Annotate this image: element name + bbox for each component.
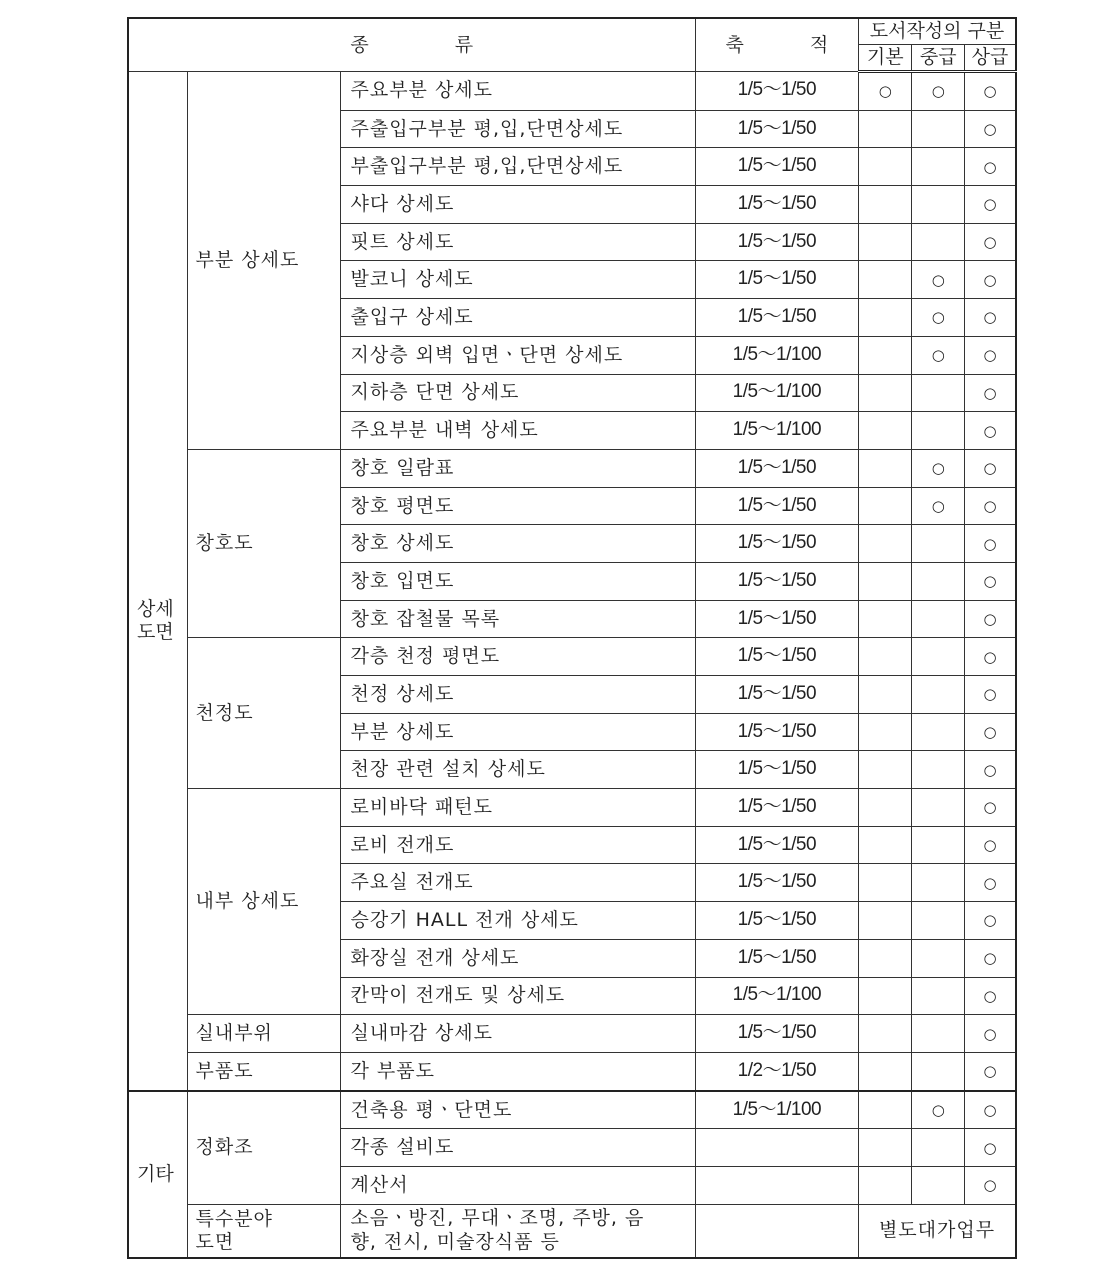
mark-advanced: ○ (965, 223, 1016, 261)
table-row (128, 449, 1016, 487)
item-scale: 1/5～1/50 (695, 72, 859, 111)
item-name: 로비 전개도 (340, 826, 695, 864)
separate-fee-note: 별도대가업무 (859, 1204, 1016, 1258)
mark-advanced: ○ (965, 977, 1016, 1015)
item-name: 실내마감 상세도 (340, 1015, 695, 1053)
header-division: 도서작성의 구분 (859, 18, 1016, 45)
mark-advanced: ○ (965, 1052, 1016, 1090)
mark-intermediate (912, 110, 965, 148)
item-scale (695, 1204, 859, 1258)
group-detail-drawings: 상세 도면 (128, 72, 187, 1091)
item-name: 칸막이 전개도 및 상세도 (340, 977, 695, 1015)
item-name: 지상층 외벽 입면ㆍ단면 상세도 (340, 336, 695, 374)
mark-advanced: ○ (965, 789, 1016, 827)
item-scale: 1/5～1/50 (695, 299, 859, 337)
header-basic: 기본 (859, 45, 912, 72)
mark-advanced: ○ (965, 1166, 1016, 1204)
mark-intermediate (912, 148, 965, 186)
item-name: 각층 천정 평면도 (340, 638, 695, 676)
item-name: 창호 평면도 (340, 487, 695, 525)
mark-intermediate: ○ (912, 1091, 965, 1129)
mark-intermediate (912, 1166, 965, 1204)
mark-intermediate: ○ (912, 449, 965, 487)
mark-intermediate: ○ (912, 299, 965, 337)
subgroup-special: 특수분야 도면 (187, 1204, 340, 1258)
mark-advanced: ○ (965, 939, 1016, 977)
mark-basic (859, 789, 912, 827)
drawing-scope-table (127, 17, 1017, 1259)
mark-basic (859, 186, 912, 224)
mark-intermediate (912, 374, 965, 412)
mark-basic (859, 412, 912, 450)
subgroup-window: 창호도 (187, 449, 340, 637)
table-row (128, 1204, 1016, 1258)
header-intermediate: 중급 (912, 45, 965, 72)
header-scale: 축 적 (695, 18, 859, 72)
mark-basic (859, 638, 912, 676)
mark-basic (859, 1052, 912, 1090)
mark-advanced: ○ (965, 299, 1016, 337)
mark-basic (859, 902, 912, 940)
item-scale: 1/5～1/100 (695, 412, 859, 450)
subgroup-ceiling: 천정도 (187, 638, 340, 789)
mark-advanced: ○ (965, 902, 1016, 940)
mark-advanced: ○ (965, 374, 1016, 412)
mark-basic (859, 299, 912, 337)
mark-basic (859, 1015, 912, 1053)
mark-basic (859, 148, 912, 186)
item-name: 발코니 상세도 (340, 261, 695, 299)
item-name: 각종 설비도 (340, 1129, 695, 1167)
item-scale: 1/5～1/50 (695, 751, 859, 789)
item-scale: 1/5～1/100 (695, 336, 859, 374)
item-scale: 1/5～1/50 (695, 223, 859, 261)
item-scale: 1/5～1/50 (695, 487, 859, 525)
item-scale: 1/5～1/50 (695, 902, 859, 940)
mark-intermediate: ○ (912, 261, 965, 299)
mark-advanced: ○ (965, 1091, 1016, 1129)
mark-advanced: ○ (965, 826, 1016, 864)
subgroup-partial-detail: 부분 상세도 (187, 72, 340, 450)
item-name: 각 부품도 (340, 1052, 695, 1090)
mark-advanced: ○ (965, 1015, 1016, 1053)
item-scale: 1/5～1/50 (695, 713, 859, 751)
item-name: 천장 관련 설치 상세도 (340, 751, 695, 789)
item-name: 창호 일람표 (340, 449, 695, 487)
mark-advanced: ○ (965, 751, 1016, 789)
mark-basic (859, 525, 912, 563)
mark-intermediate (912, 525, 965, 563)
item-name: 샤다 상세도 (340, 186, 695, 224)
item-name: 주요실 전개도 (340, 864, 695, 902)
mark-intermediate (912, 751, 965, 789)
mark-advanced: ○ (965, 449, 1016, 487)
mark-advanced: ○ (965, 1129, 1016, 1167)
mark-intermediate (912, 562, 965, 600)
item-name: 창호 입면도 (340, 562, 695, 600)
item-name: 부출입구부분 평,입,단면상세도 (340, 148, 695, 186)
mark-intermediate: ○ (912, 72, 965, 111)
mark-basic (859, 261, 912, 299)
mark-intermediate (912, 864, 965, 902)
mark-advanced: ○ (965, 261, 1016, 299)
mark-intermediate (912, 1129, 965, 1167)
mark-advanced: ○ (965, 186, 1016, 224)
item-scale: 1/5～1/100 (695, 374, 859, 412)
mark-basic (859, 676, 912, 714)
mark-basic (859, 977, 912, 1015)
mark-advanced: ○ (965, 72, 1016, 111)
mark-basic (859, 110, 912, 148)
item-scale: 1/5～1/50 (695, 676, 859, 714)
mark-basic (859, 713, 912, 751)
mark-advanced: ○ (965, 638, 1016, 676)
item-name: 계산서 (340, 1166, 695, 1204)
mark-basic (859, 1129, 912, 1167)
mark-intermediate: ○ (912, 487, 965, 525)
mark-intermediate (912, 826, 965, 864)
mark-intermediate (912, 1052, 965, 1090)
item-scale: 1/2～1/50 (695, 1052, 859, 1090)
item-name: 로비바닥 패턴도 (340, 789, 695, 827)
mark-basic (859, 751, 912, 789)
mark-advanced: ○ (965, 412, 1016, 450)
item-scale: 1/5～1/50 (695, 449, 859, 487)
item-scale (695, 1129, 859, 1167)
item-name: 주요부분 상세도 (340, 72, 695, 111)
mark-basic (859, 600, 912, 638)
mark-intermediate (912, 1015, 965, 1053)
item-scale: 1/5～1/50 (695, 261, 859, 299)
group-other: 기타 (128, 1091, 187, 1258)
item-name: 소음ㆍ방진, 무대ㆍ조명, 주방, 음 향, 전시, 미술장식품 등 (340, 1204, 695, 1258)
item-scale: 1/5～1/50 (695, 148, 859, 186)
mark-basic (859, 449, 912, 487)
item-name: 핏트 상세도 (340, 223, 695, 261)
mark-basic (859, 374, 912, 412)
mark-intermediate (912, 713, 965, 751)
mark-intermediate (912, 977, 965, 1015)
item-name: 주요부분 내벽 상세도 (340, 412, 695, 450)
mark-intermediate (912, 186, 965, 224)
item-scale: 1/5～1/50 (695, 600, 859, 638)
item-name: 건축용 평ㆍ단면도 (340, 1091, 695, 1129)
mark-basic (859, 336, 912, 374)
mark-advanced: ○ (965, 525, 1016, 563)
subgroup-parts: 부품도 (187, 1052, 340, 1090)
mark-advanced: ○ (965, 713, 1016, 751)
item-scale: 1/5～1/50 (695, 110, 859, 148)
item-scale: 1/5～1/100 (695, 1091, 859, 1129)
item-name: 주출입구부분 평,입,단면상세도 (340, 110, 695, 148)
item-scale: 1/5～1/50 (695, 186, 859, 224)
item-scale: 1/5～1/50 (695, 638, 859, 676)
mark-advanced: ○ (965, 676, 1016, 714)
item-scale: 1/5～1/50 (695, 562, 859, 600)
item-scale: 1/5～1/100 (695, 977, 859, 1015)
table-row (128, 1052, 1016, 1090)
mark-basic (859, 562, 912, 600)
mark-intermediate (912, 638, 965, 676)
mark-basic (859, 939, 912, 977)
item-name: 부분 상세도 (340, 713, 695, 751)
item-scale: 1/5～1/50 (695, 939, 859, 977)
item-name: 천정 상세도 (340, 676, 695, 714)
mark-intermediate (912, 789, 965, 827)
mark-advanced: ○ (965, 562, 1016, 600)
mark-intermediate (912, 939, 965, 977)
table-row (128, 789, 1016, 827)
item-name: 승강기 HALL 전개 상세도 (340, 902, 695, 940)
mark-intermediate (912, 223, 965, 261)
header-advanced: 상급 (965, 45, 1016, 72)
header-kind: 종 류 (128, 18, 695, 72)
item-name: 창호 상세도 (340, 525, 695, 563)
item-name: 지하층 단면 상세도 (340, 374, 695, 412)
table-row (128, 72, 1016, 111)
mark-basic (859, 1091, 912, 1129)
mark-basic (859, 864, 912, 902)
subgroup-indoor: 실내부위 (187, 1015, 340, 1053)
subgroup-septic: 정화조 (187, 1091, 340, 1205)
item-name: 화장실 전개 상세도 (340, 939, 695, 977)
item-name: 창호 잡철물 목록 (340, 600, 695, 638)
mark-intermediate (912, 412, 965, 450)
mark-basic (859, 487, 912, 525)
mark-advanced: ○ (965, 600, 1016, 638)
mark-intermediate (912, 600, 965, 638)
mark-basic: ○ (859, 72, 912, 111)
item-scale: 1/5～1/50 (695, 864, 859, 902)
mark-advanced: ○ (965, 487, 1016, 525)
item-scale: 1/5～1/50 (695, 789, 859, 827)
item-scale (695, 1166, 859, 1204)
item-scale: 1/5～1/50 (695, 525, 859, 563)
item-scale: 1/5～1/50 (695, 826, 859, 864)
table-row (128, 638, 1016, 676)
mark-basic (859, 826, 912, 864)
mark-basic (859, 1166, 912, 1204)
item-scale: 1/5～1/50 (695, 1015, 859, 1053)
subgroup-interior-detail: 내부 상세도 (187, 789, 340, 1015)
mark-advanced: ○ (965, 148, 1016, 186)
table-row (128, 1091, 1016, 1129)
mark-advanced: ○ (965, 864, 1016, 902)
mark-advanced: ○ (965, 336, 1016, 374)
mark-basic (859, 223, 912, 261)
table-row (128, 1015, 1016, 1053)
mark-intermediate: ○ (912, 336, 965, 374)
mark-advanced: ○ (965, 110, 1016, 148)
mark-intermediate (912, 676, 965, 714)
mark-intermediate (912, 902, 965, 940)
item-name: 출입구 상세도 (340, 299, 695, 337)
